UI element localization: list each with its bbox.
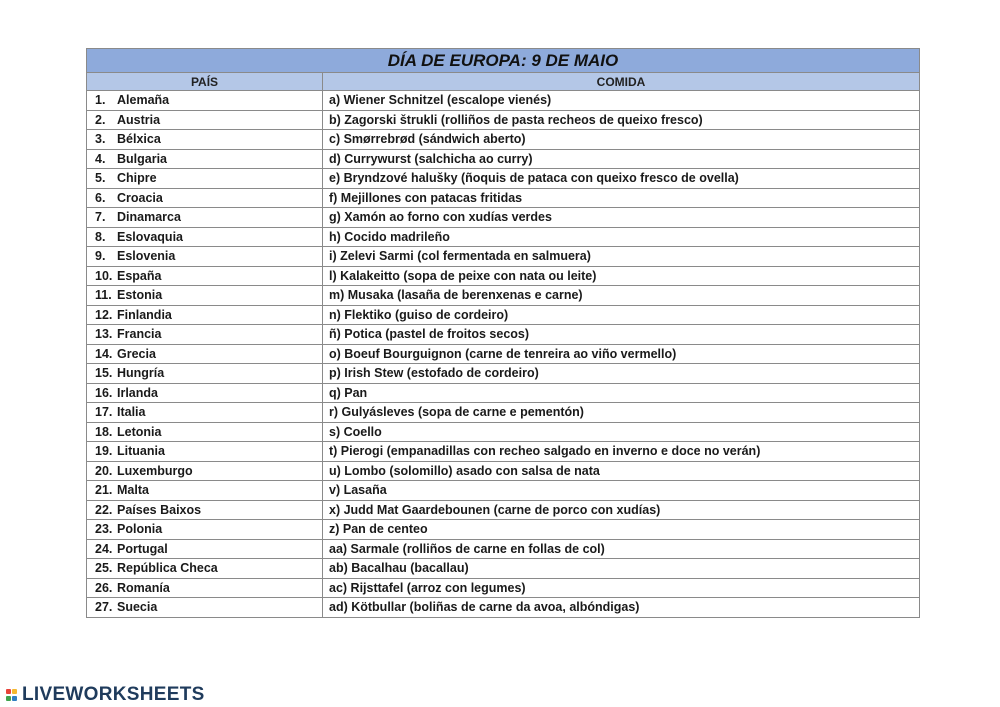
food-cell: m) Musaka (lasaña de berenxenas e carne) <box>323 286 920 306</box>
country-column-header: PAÍS <box>87 73 323 91</box>
row-number: 26. <box>95 580 113 595</box>
country-name: República Checa <box>117 561 218 576</box>
country-name: Italia <box>117 405 146 420</box>
table-row <box>87 461 920 481</box>
country-name: Hungría <box>117 366 165 381</box>
food-cell: f) Mejillones con patacas fritidas <box>323 188 920 208</box>
country-cell <box>87 149 323 169</box>
food-cell: n) Flektiko (guiso de cordeiro) <box>323 305 920 325</box>
table-row <box>87 188 920 208</box>
country-name: Grecia <box>117 346 156 361</box>
row-number: 10. <box>95 268 113 283</box>
country-name: Luxemburgo <box>117 463 193 478</box>
table-row <box>87 110 920 130</box>
row-number: 14. <box>95 346 113 361</box>
table-row <box>87 286 920 306</box>
row-number: 24. <box>95 541 113 556</box>
europe-day-table <box>86 48 920 618</box>
row-number: 6. <box>95 190 106 205</box>
table-row <box>87 149 920 169</box>
food-cell: ab) Bacalhau (bacallau) <box>323 559 920 579</box>
table-row <box>87 442 920 462</box>
food-cell: ad) Kötbullar (boliñas de carne da avoa, albóndigas) <box>323 598 920 618</box>
country-name: España <box>117 268 162 283</box>
table-row <box>87 169 920 189</box>
country-cell <box>87 91 323 111</box>
country-cell <box>87 364 323 384</box>
country-cell <box>87 227 323 247</box>
row-number: 20. <box>95 463 113 478</box>
country-cell <box>87 286 323 306</box>
row-number: 3. <box>95 132 106 147</box>
table-row <box>87 520 920 540</box>
row-number: 1. <box>95 93 106 108</box>
row-number: 12. <box>95 307 113 322</box>
food-cell: p) Irish Stew (estofado de cordeiro) <box>323 364 920 384</box>
country-name: Suecia <box>117 600 158 615</box>
food-cell: h) Cocido madrileño <box>323 227 920 247</box>
row-number: 9. <box>95 249 106 264</box>
food-cell: g) Xamón ao forno con xudías verdes <box>323 208 920 228</box>
table-row <box>87 422 920 442</box>
row-number: 2. <box>95 112 106 127</box>
country-name: Países Baixos <box>117 502 202 517</box>
table-row <box>87 383 920 403</box>
country-name: Francia <box>117 327 162 342</box>
food-cell: aa) Sarmale (rolliños de carne en follas de col) <box>323 539 920 559</box>
country-name: Chipre <box>117 171 157 186</box>
row-number: 11. <box>95 288 112 303</box>
country-name: Dinamarca <box>117 210 181 225</box>
country-cell <box>87 325 323 345</box>
country-cell <box>87 383 323 403</box>
table-row <box>87 247 920 267</box>
row-number: 18. <box>95 424 113 439</box>
country-name: Eslovenia <box>117 249 176 264</box>
table-row <box>87 578 920 598</box>
row-number: 7. <box>95 210 106 225</box>
table-row <box>87 403 920 423</box>
country-name: Polonia <box>117 522 163 537</box>
country-cell <box>87 598 323 618</box>
title-row <box>87 49 920 73</box>
food-cell: b) Zagorski štrukli (rolliños de pasta recheos de queixo fresco) <box>323 110 920 130</box>
country-cell <box>87 481 323 501</box>
food-cell: s) Coello <box>323 422 920 442</box>
table-row <box>87 130 920 150</box>
food-cell: e) Bryndzové halušky (ñoquis de pataca con queixo fresco de ovella) <box>323 169 920 189</box>
country-cell <box>87 188 323 208</box>
food-cell: ac) Rijsttafel (arroz con legumes) <box>323 578 920 598</box>
food-cell: v) Lasaña <box>323 481 920 501</box>
food-cell: d) Currywurst (salchicha ao curry) <box>323 149 920 169</box>
country-cell <box>87 208 323 228</box>
country-name: Austria <box>117 112 161 127</box>
country-cell <box>87 344 323 364</box>
row-number: 17. <box>95 405 113 420</box>
table-row <box>87 364 920 384</box>
country-cell <box>87 442 323 462</box>
country-cell <box>87 266 323 286</box>
food-cell: r) Gulyásleves (sopa de carne e pementón) <box>323 403 920 423</box>
country-cell <box>87 247 323 267</box>
food-cell: l) Kalakeitto (sopa de peixe con nata ou leite) <box>323 266 920 286</box>
food-cell: x) Judd Mat Gaardebounen (carne de porco con xudías) <box>323 500 920 520</box>
row-number: 13. <box>95 327 113 342</box>
table-row <box>87 344 920 364</box>
country-name: Portugal <box>117 541 168 556</box>
table-row <box>87 227 920 247</box>
row-number: 23. <box>95 522 113 537</box>
row-number: 8. <box>95 229 106 244</box>
table-row <box>87 598 920 618</box>
row-number: 19. <box>95 444 113 459</box>
liveworksheets-logo <box>6 684 205 706</box>
row-number: 16. <box>95 385 113 400</box>
country-cell <box>87 110 323 130</box>
table-row <box>87 266 920 286</box>
food-cell: q) Pan <box>323 383 920 403</box>
table-row <box>87 325 920 345</box>
row-number: 22. <box>95 502 113 517</box>
food-cell: i) Zelevi Sarmi (col fermentada en salmuera) <box>323 247 920 267</box>
country-cell <box>87 422 323 442</box>
table-row <box>87 539 920 559</box>
country-name: Bulgaria <box>117 151 168 166</box>
country-name: Irlanda <box>117 385 158 400</box>
table-row <box>87 559 920 579</box>
food-cell: o) Boeuf Bourguignon (carne de tenreira ao viño vermello) <box>323 344 920 364</box>
food-cell: a) Wiener Schnitzel (escalope vienés) <box>323 91 920 111</box>
country-cell <box>87 559 323 579</box>
table-body <box>87 91 920 618</box>
country-cell <box>87 539 323 559</box>
food-cell: ñ) Potica (pastel de froitos secos) <box>323 325 920 345</box>
country-cell <box>87 500 323 520</box>
table-row <box>87 481 920 501</box>
row-number: 25. <box>95 561 113 576</box>
row-number: 27. <box>95 600 113 615</box>
row-number: 15. <box>95 366 113 381</box>
table-title: DÍA DE EUROPA: 9 DE MAIO <box>87 49 920 73</box>
logo-text: LIVEWORKSHEETS <box>22 684 205 705</box>
country-name: Alemaña <box>117 93 170 108</box>
country-cell <box>87 305 323 325</box>
country-cell <box>87 520 323 540</box>
food-column-header: COMIDA <box>323 73 920 91</box>
country-cell <box>87 403 323 423</box>
table-row <box>87 208 920 228</box>
table-row <box>87 305 920 325</box>
country-name: Letonia <box>117 424 162 439</box>
country-name: Finlandia <box>117 307 172 322</box>
food-cell: u) Lombo (solomillo) asado con salsa de nata <box>323 461 920 481</box>
food-cell: z) Pan de centeo <box>323 520 920 540</box>
header-row <box>87 73 920 91</box>
country-name: Romanía <box>117 580 170 595</box>
row-number: 5. <box>95 171 106 186</box>
country-name: Lituania <box>117 444 165 459</box>
country-cell <box>87 578 323 598</box>
country-cell <box>87 130 323 150</box>
country-cell <box>87 461 323 481</box>
country-name: Croacia <box>117 190 163 205</box>
country-cell <box>87 169 323 189</box>
country-name: Estonia <box>117 288 163 303</box>
row-number: 21. <box>95 483 113 498</box>
table-row <box>87 500 920 520</box>
food-cell: c) Smørrebrød (sándwich aberto) <box>323 130 920 150</box>
logo-mark-icon <box>6 687 20 703</box>
row-number: 4. <box>95 151 106 166</box>
country-name: Eslovaquia <box>117 229 183 244</box>
food-cell: t) Pierogi (empanadillas con recheo salgado en inverno e doce no verán) <box>323 442 920 462</box>
country-name: Malta <box>117 483 149 498</box>
table-row <box>87 91 920 111</box>
country-name: Bélxica <box>117 132 161 147</box>
